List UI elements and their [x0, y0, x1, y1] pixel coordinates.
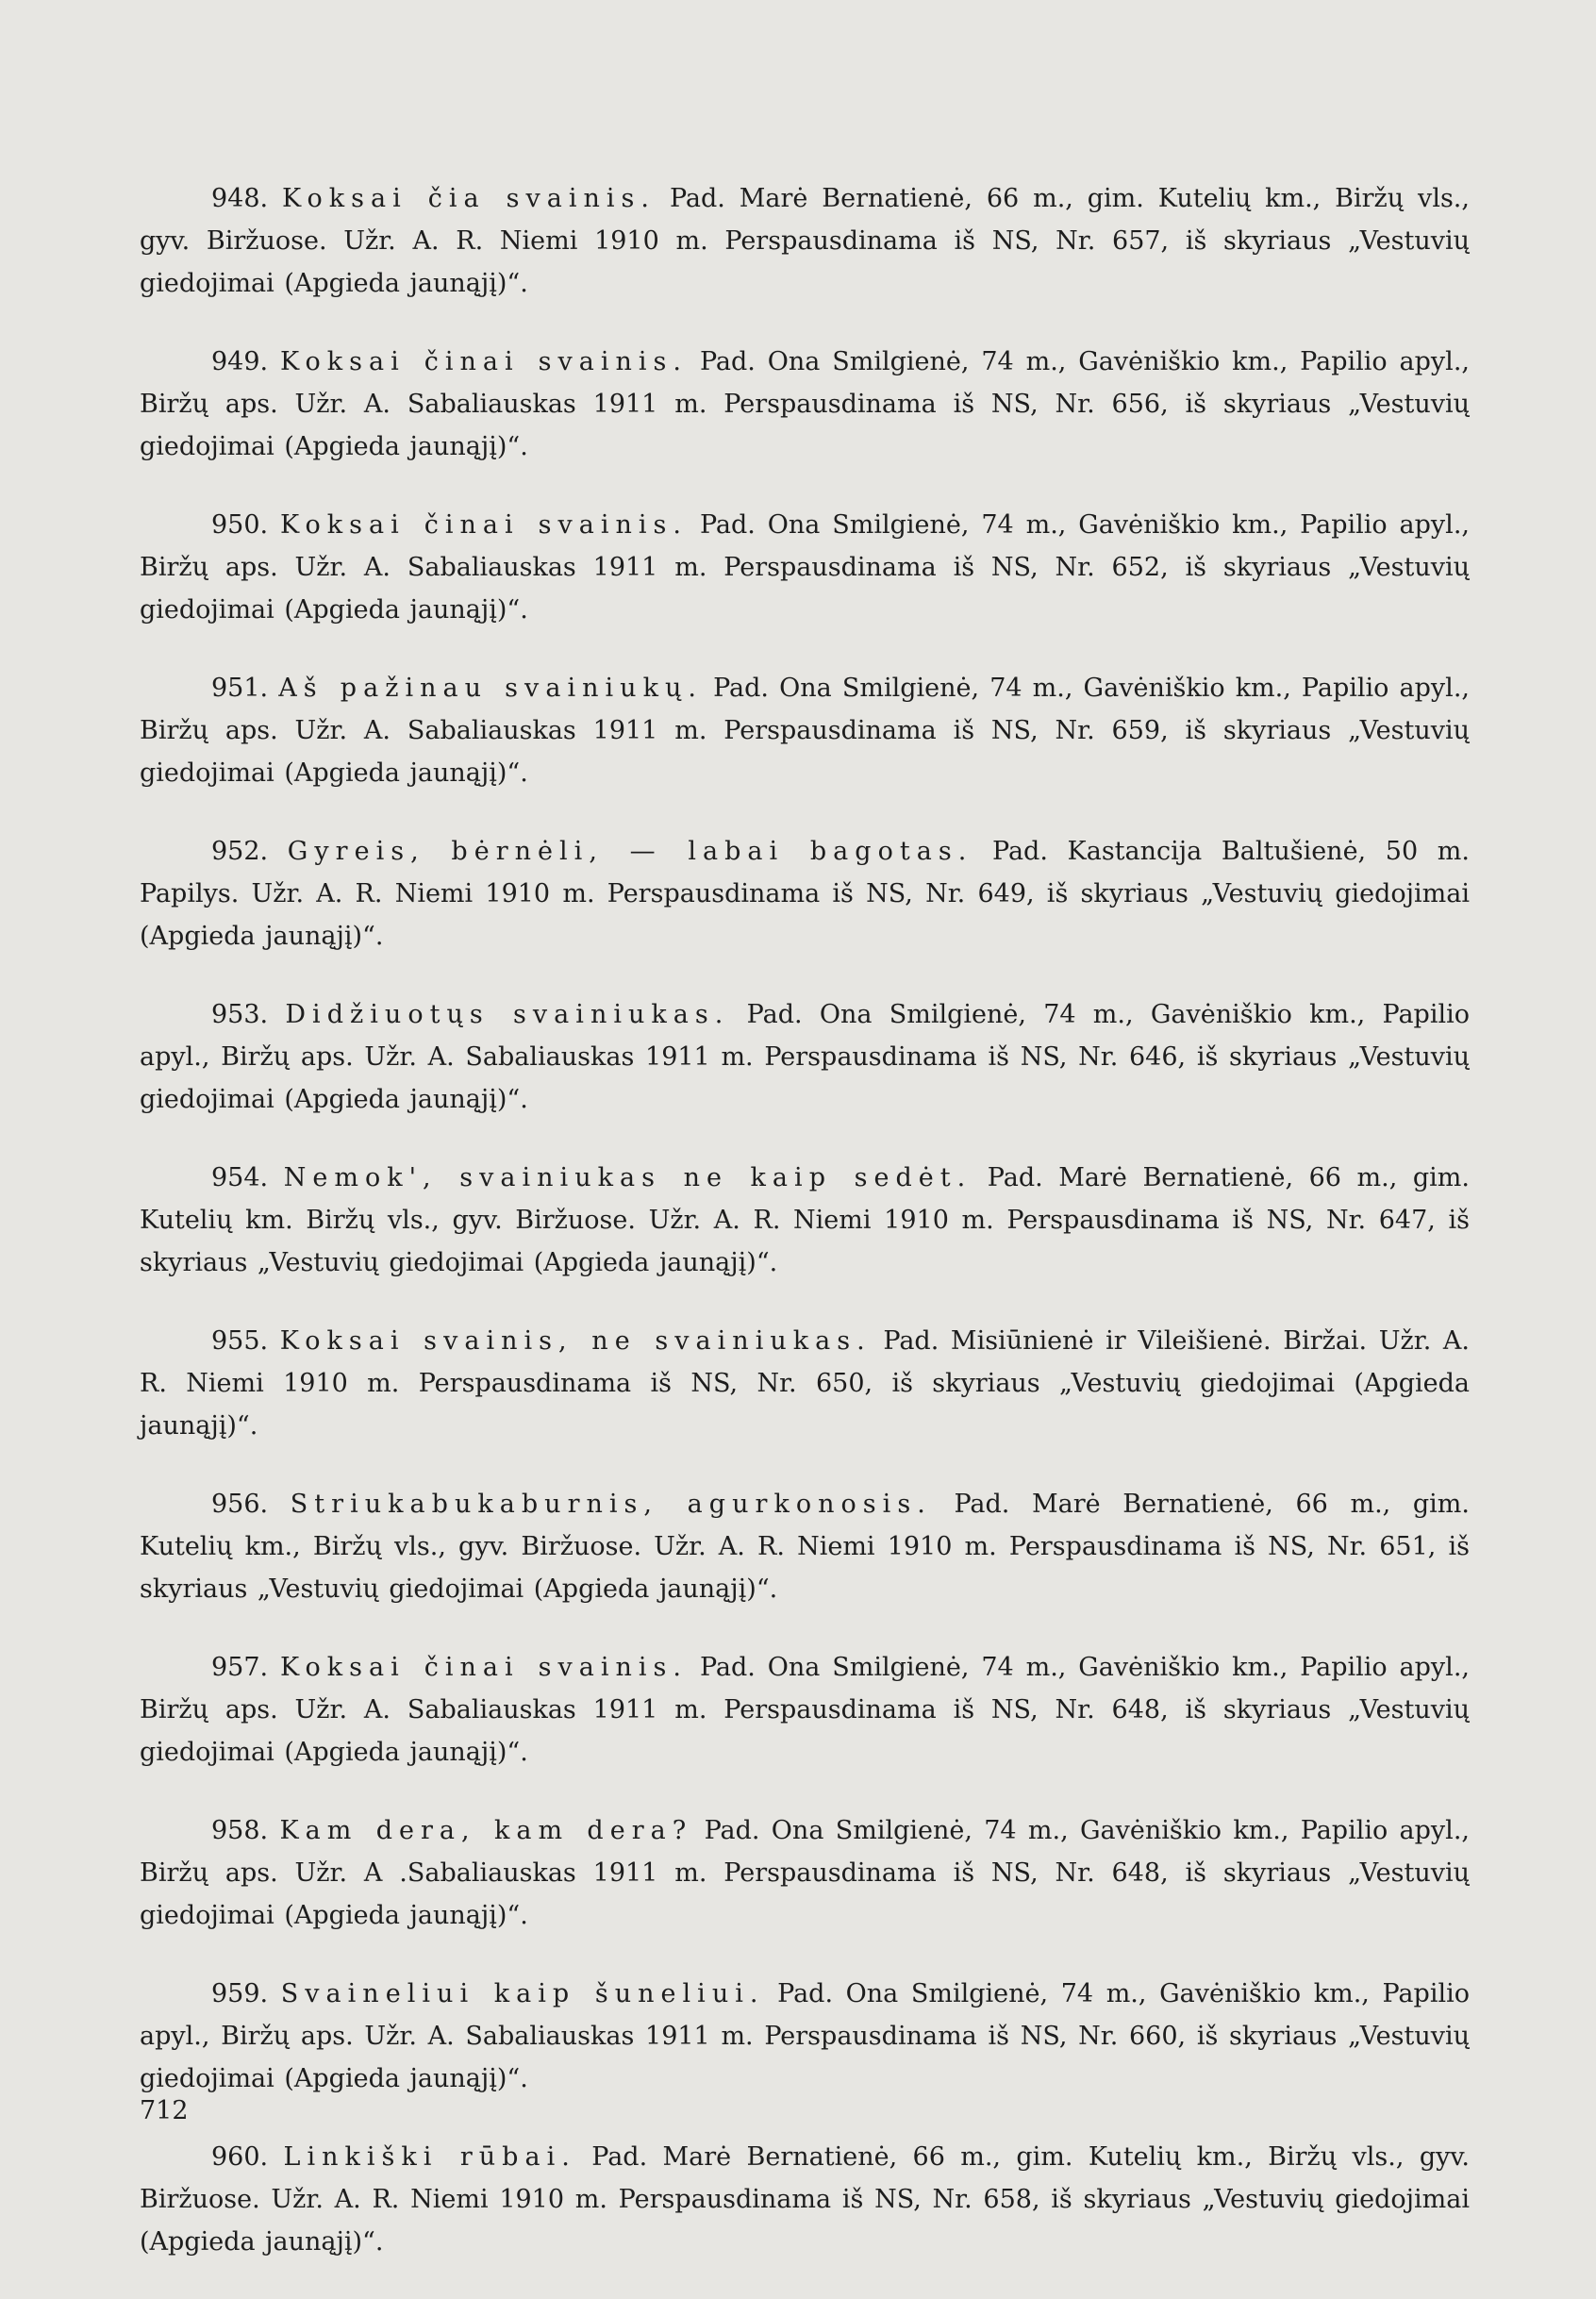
- entry-948: [140, 177, 1470, 305]
- entry-text: Pad. Kastancija Baltušienė, 50 m. Papilys. Užr. A. R. Niemi 1910 m. Perspausdinama iš NS, Nr. 649, iš skyriaus „Vestuvių giedojimai (Apgieda jaunąjį)“.: [140, 837, 1470, 951]
- entry-952: [140, 830, 1470, 958]
- entry-text: Pad. Ona Smilgienė, 74 m., Gavėniškio km., Papilio apyl., Biržų aps. Užr. A .Sabaliauskas 1911 m. Perspausdinama iš NS, Nr. 648, iš skyriaus „Vestuvių giedojimai (Apgieda jaunąjį)“.: [140, 1816, 1470, 1930]
- entry-text: Pad. Ona Smilgienė, 74 m., Gavėniškio km., Papilio apyl., Biržų aps. Užr. A. Sabaliauskas 1911 m. Perspausdinama iš NS, Nr. 656, iš skyriaus „Vestuvių giedojimai (Apgieda jaunąjį)“.: [140, 347, 1470, 461]
- entry-number: 960.: [211, 2142, 269, 2172]
- page-number: 712: [140, 2096, 189, 2125]
- entry-title: Linkiški rūbai.: [283, 2142, 576, 2172]
- entry-959: [140, 1973, 1470, 2100]
- entry-title: Koksai svainis, ne svainiukas.: [279, 1326, 872, 1356]
- entry-number: 949.: [211, 347, 269, 376]
- entry-number: 958.: [211, 1816, 269, 1845]
- entry-number: 952.: [211, 837, 269, 866]
- entry-953: [140, 993, 1470, 1121]
- entry-text: Pad. Ona Smilgienė, 74 m., Gavėniškio km., Papilio apyl., Biržų aps. Užr. A. Sabaliauskas 1911 m. Perspausdinama iš NS, Nr. 646, iš skyriaus „Vestuvių giedojimai (Apgieda jaunąjį)“.: [140, 1000, 1470, 1114]
- entry-text: Pad. Ona Smilgienė, 74 m., Gavėniškio km., Papilio apyl., Biržų aps. Užr. A. Sabaliauskas 1911 m. Perspausdinama iš NS, Nr. 652, iš skyriaus „Vestuvių giedojimai (Apgieda jaunąjį)“.: [140, 510, 1470, 625]
- entry-number: 954.: [211, 1163, 269, 1192]
- entry-955: [140, 1320, 1470, 1447]
- entry-title: Svaineliui kaip šuneliui.: [280, 1979, 765, 2008]
- entry-text: Pad. Marė Bernatienė, 66 m., gim. Kutelių km., Biržų vls., gyv. Biržuose. Užr. A. R. Niemi 1910 m. Perspausdinama iš NS, Nr. 658, iš skyriaus „Vestuvių giedojimai (Apgieda jaunąjį)“.: [140, 2142, 1470, 2257]
- entry-title: Nemok', svainiukas ne kaip sedėt.: [283, 1163, 973, 1192]
- entry-title: Didžiuotųs svainiukas.: [285, 1000, 730, 1029]
- entry-text: Pad. Misiūnienė ir Vileišienė. Biržai. Užr. A. R. Niemi 1910 m. Perspausdinama iš NS, Nr. 650, iš skyriaus „Vestuvių giedojimai (Apgieda jaunąjį)“.: [140, 1326, 1470, 1441]
- entry-title: Striukabukaburnis, agurkonosis.: [290, 1490, 932, 1519]
- entry-text: Pad. Marė Bernatienė, 66 m., gim. Kutelių km. Biržų vls., gyv. Biržuose. Užr. A. R. Niemi 1910 m. Perspausdinama iš NS, Nr. 647, iš skyriaus „Vestuvių giedojimai (Apgieda jaunąjį)“.: [140, 1163, 1470, 1277]
- entry-text: Pad. Marė Bernatienė, 66 m., gim. Kutelių km., Biržų vls., gyv. Biržuose. Užr. A. R. Niemi 1910 m. Perspausdinama iš NS, Nr. 657, iš skyriaus „Vestuvių giedojimai (Apgieda jaunąjį)“.: [140, 184, 1470, 298]
- entry-title: Koksai činai svainis.: [280, 347, 689, 376]
- entry-title: Koksai činai svainis.: [280, 1653, 689, 1682]
- entry-number: 959.: [211, 1979, 269, 2008]
- entry-title: Kam dera, kam dera?: [279, 1816, 693, 1845]
- entry-number: 955.: [211, 1326, 269, 1356]
- entry-number: 950.: [211, 510, 269, 540]
- entry-949: [140, 341, 1470, 468]
- entry-950: [140, 504, 1470, 631]
- entry-954: [140, 1157, 1470, 1284]
- entry-title: Aš pažinau svainiukų.: [278, 674, 703, 703]
- entry-956: [140, 1483, 1470, 1610]
- entry-number: 957.: [211, 1653, 269, 1682]
- entry-number: 953.: [211, 1000, 269, 1029]
- entry-title: Gyreis, bėrnėli, — labai bagotas.: [287, 837, 973, 866]
- entry-951: [140, 667, 1470, 794]
- entry-text: Pad. Ona Smilgienė, 74 m., Gavėniškio km., Papilio apyl., Biržų aps. Užr. A. Sabaliauskas 1911 m. Perspausdinama iš NS, Nr. 659, iš skyriaus „Vestuvių giedojimai (Apgieda jaunąjį)“.: [140, 674, 1470, 788]
- entry-text: Pad. Ona Smilgienė, 74 m., Gavėniškio km., Papilio apyl., Biržų aps. Užr. A. Sabaliauskas 1911 m. Perspausdinama iš NS, Nr. 648, iš skyriaus „Vestuvių giedojimai (Apgieda jaunąjį)“.: [140, 1653, 1470, 1767]
- entry-number: 956.: [211, 1490, 269, 1519]
- entry-title: Koksai čia svainis.: [282, 184, 657, 213]
- entry-960: [140, 2136, 1470, 2263]
- entry-title: Koksai činai svainis.: [280, 510, 689, 540]
- entry-text: Pad. Ona Smilgienė, 74 m., Gavėniškio km., Papilio apyl., Biržų aps. Užr. A. Sabaliauskas 1911 m. Perspausdinama iš NS, Nr. 660, iš skyriaus „Vestuvių giedojimai (Apgieda jaunąjį)“.: [140, 1979, 1470, 2093]
- entry-957: [140, 1646, 1470, 1774]
- entry-number: 948.: [211, 184, 269, 213]
- entry-text: Pad. Marė Bernatienė, 66 m., gim. Kutelių km., Biržų vls., gyv. Biržuose. Užr. A. R. Niemi 1910 m. Perspausdinama iš NS, Nr. 651, iš skyriaus „Vestuvių giedojimai (Apgieda jaunąjį)“.: [140, 1490, 1470, 1604]
- entry-958: [140, 1809, 1470, 1937]
- entry-number: 951.: [211, 674, 269, 703]
- page-content: [140, 177, 1470, 2299]
